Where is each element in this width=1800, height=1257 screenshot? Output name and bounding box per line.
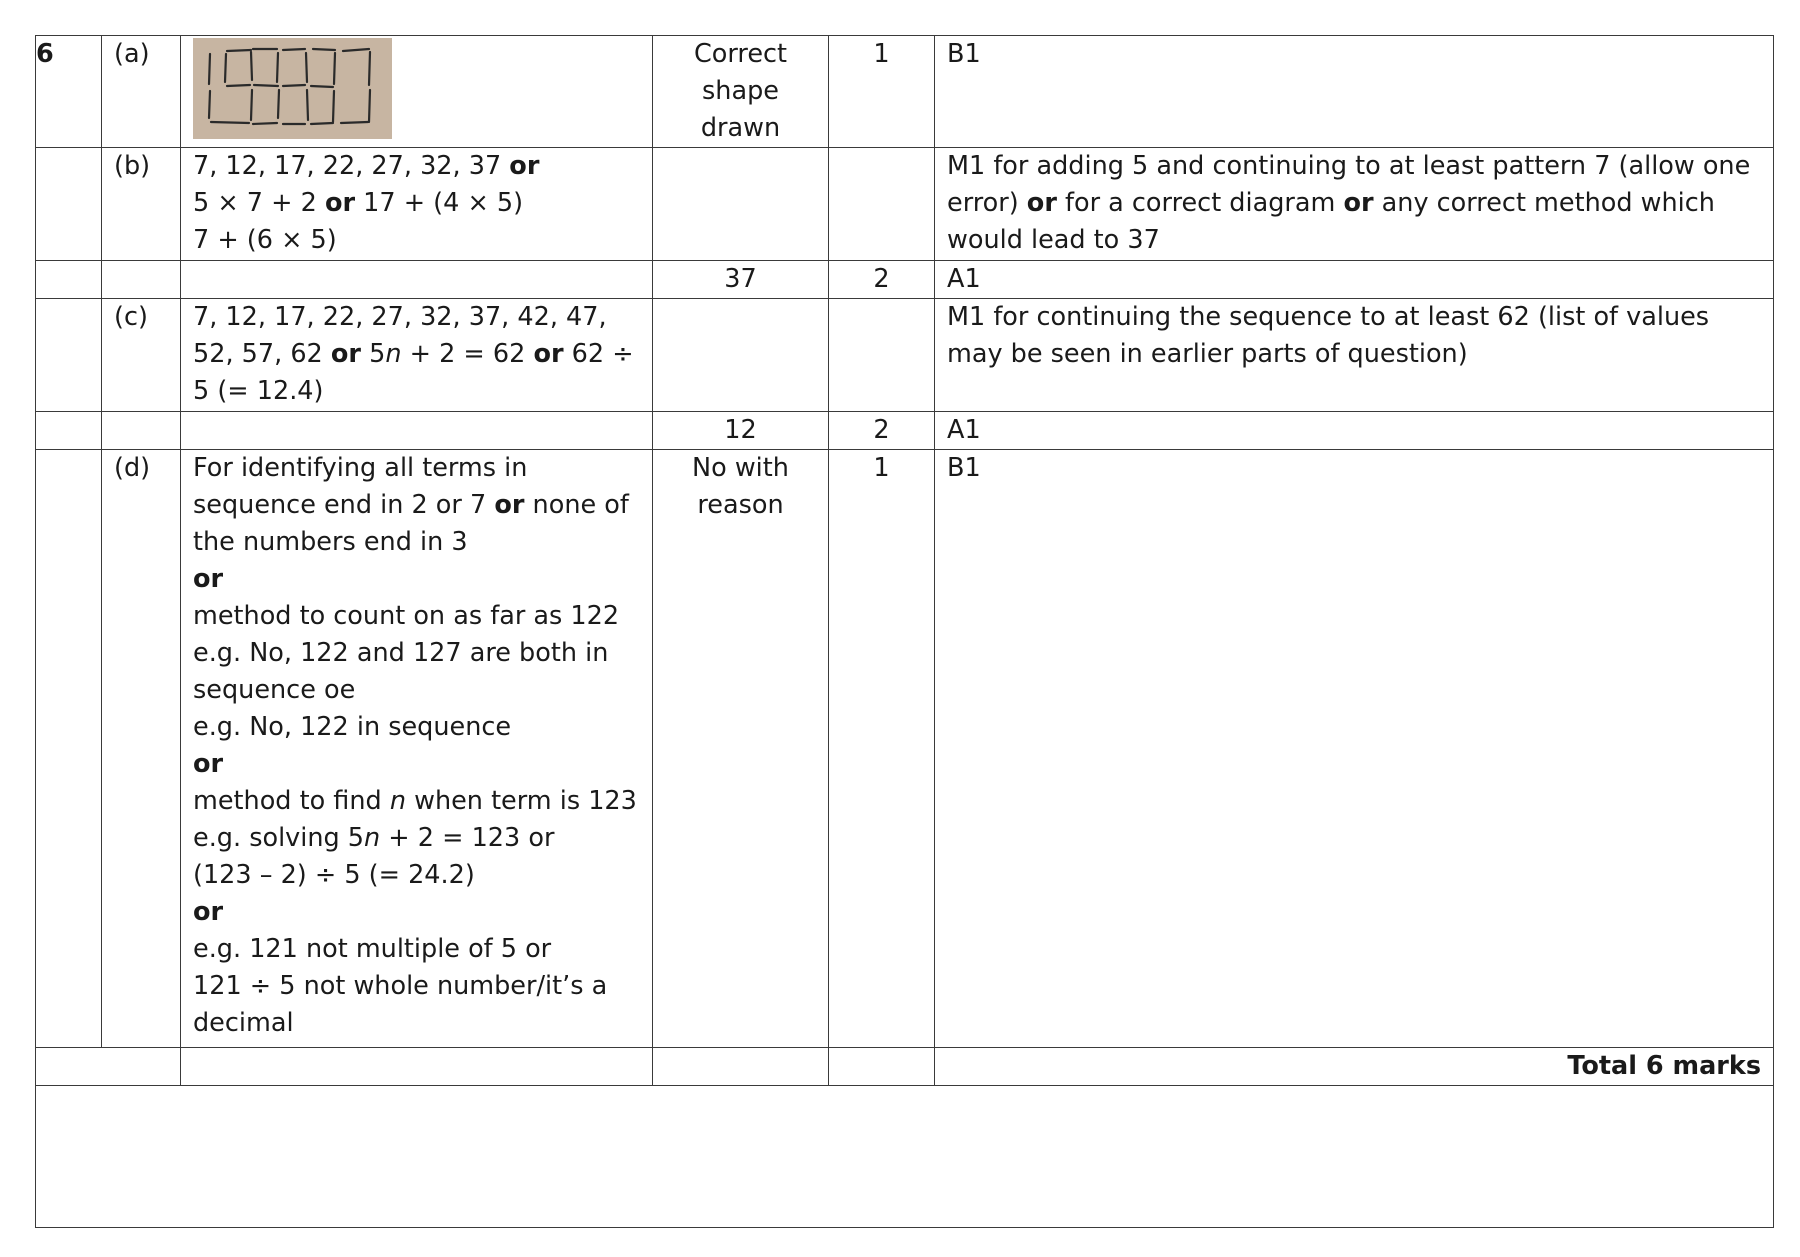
working-b: 7, 12, 17, 22, 27, 32, 37 or 5 × 7 + 2 or 17 + (4 × 5) 7 + (6 × 5) [181,148,653,261]
notes-c: M1 for continuing the sequence to at least 62 (list of values may be seen in earlier parts of question) [935,299,1774,412]
row-part-c-answer [36,412,1774,450]
answer-b: 37 [653,261,829,299]
mark-scheme-table [35,35,1774,1228]
notes-d: B1 [935,450,1774,1048]
notes-b: M1 for adding 5 and continuing to at least pattern 7 (allow one error) or for a correct diagram or any correct method which would lead to 37 [935,148,1774,261]
total-marks: Total 6 marks [935,1048,1774,1086]
mark-b: 2 [829,261,935,299]
row-part-c [36,299,1774,412]
row-part-b-answer [36,261,1774,299]
blank-row [36,1086,1774,1228]
mark-d: 1 [829,450,935,1048]
part-label-d: (d) [102,450,181,1048]
row-part-b [36,148,1774,261]
answer-c: 12 [653,412,829,450]
answer-a-line-2: shape [702,76,779,106]
working-c: 7, 12, 17, 22, 27, 32, 37, 42, 47, 52, 57, 62 or 5n + 2 = 62 or 62 ÷ 5 (= 12.4) [181,299,653,412]
notes-c-answer: A1 [935,412,1774,450]
notes-b-answer: A1 [935,261,1774,299]
mark-a: 1 [829,36,935,148]
working-d: For identifying all terms in sequence end in 2 or 7 or none of the numbers end in 3 or method to count on as far as 122 e.g. No, 122 and 127 are both in sequence oe e.g. No, 122 in sequence or method to find n when term is 123 e.g. solving 5n + 2 = 123 or (123 – 2) ÷ 5 (= 24.2) or e.g. 121 not multiple of 5 or 121 ÷ 5 not whole number/it’s a decimal [181,450,653,1048]
answer-d: No with reason [653,450,829,1048]
question-number: 6 [36,36,102,148]
notes-a: B1 [935,36,1774,148]
row-total [36,1048,1774,1086]
working-a [181,36,653,148]
answer-a [653,36,829,148]
answer-a-line-1: Correct [693,39,788,69]
part-label-a: (a) [102,36,181,148]
row-part-d [36,450,1774,1048]
answer-a-line-3: drawn [700,113,781,143]
part-label-b: (b) [102,148,181,261]
matchstick-diagram-image [193,38,392,139]
part-label-c: (c) [102,299,181,412]
row-part-a [36,36,1774,148]
mark-c: 2 [829,412,935,450]
